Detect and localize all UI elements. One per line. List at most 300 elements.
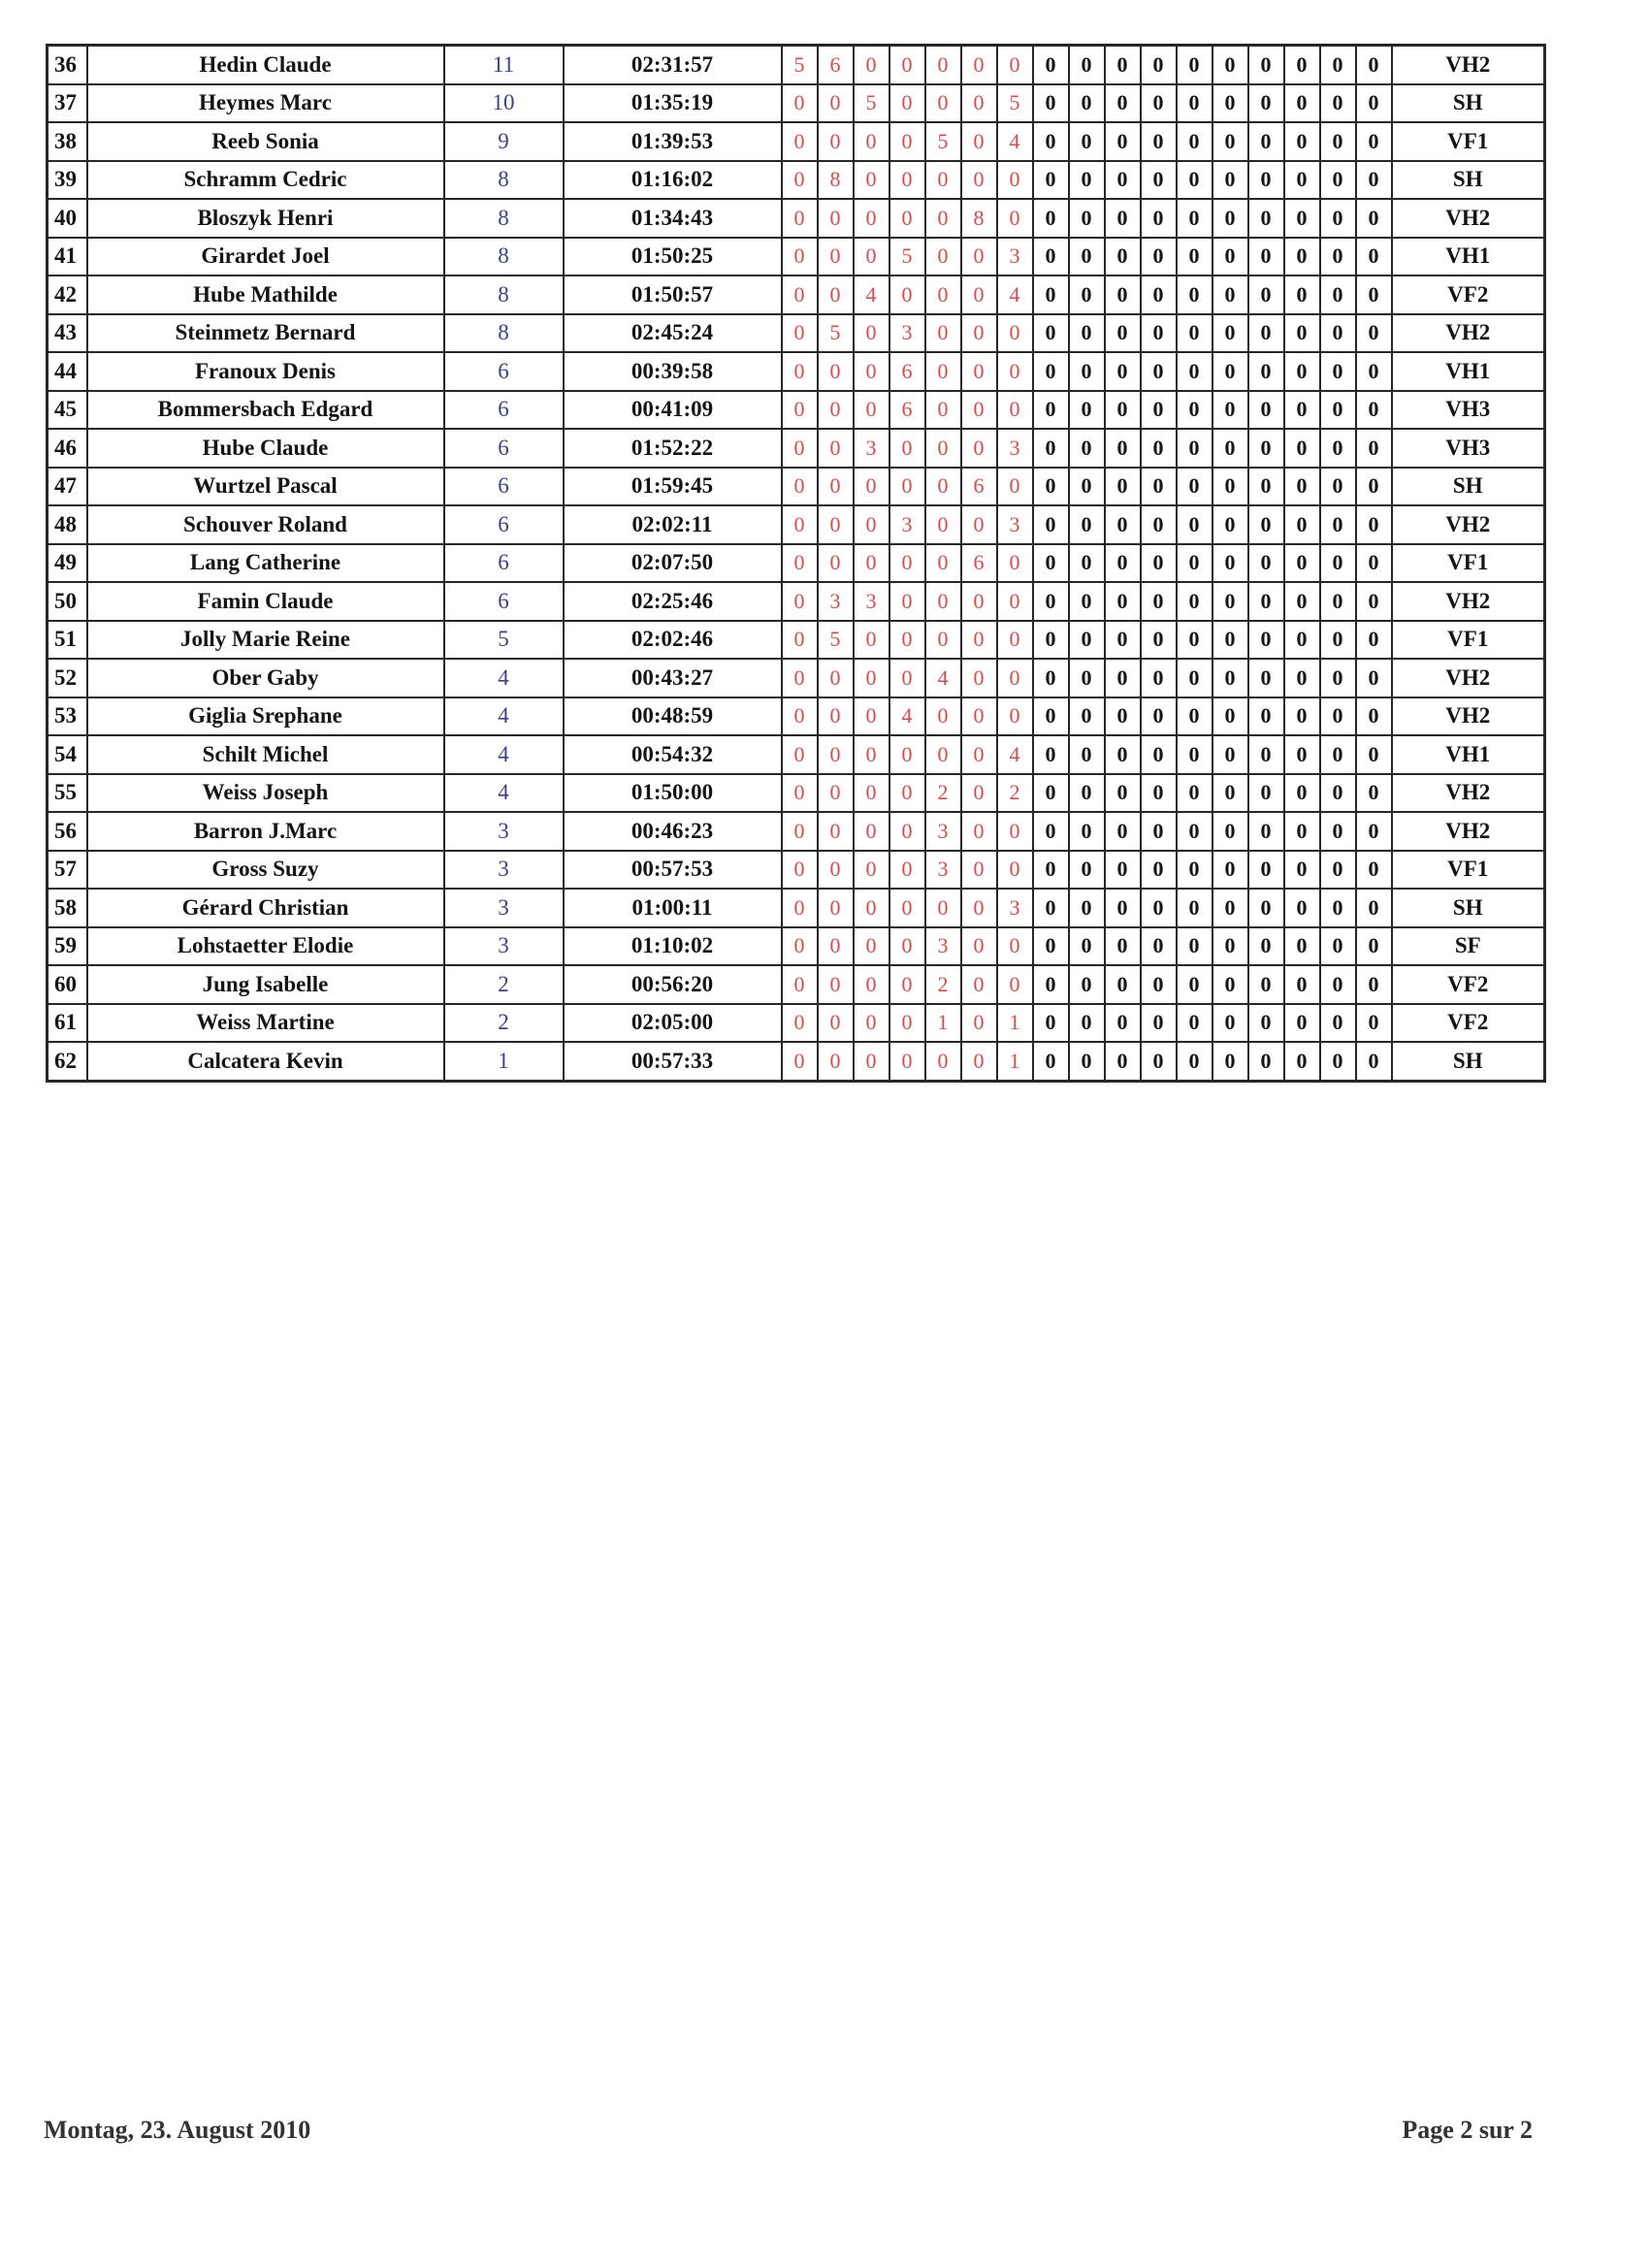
score-cell: 0	[818, 429, 854, 468]
score-cell: 0	[1105, 1042, 1141, 1081]
category-cell: VF2	[1392, 275, 1545, 314]
score-cell: 0	[925, 735, 961, 774]
score-cell: 0	[818, 352, 854, 391]
score-cell: 0	[961, 927, 997, 966]
score-cell: 0	[854, 965, 889, 1004]
score-cell: 0	[961, 161, 997, 200]
score-cell: 0	[889, 1004, 925, 1043]
score-cell: 0	[1105, 46, 1141, 84]
points-cell: 4	[444, 659, 564, 697]
score-cell: 0	[1033, 505, 1069, 544]
score-cell: 0	[1248, 275, 1284, 314]
score-cell: 0	[1356, 46, 1392, 84]
score-cell: 0	[1069, 238, 1105, 276]
table-row	[48, 122, 1545, 161]
score-cell: 0	[925, 275, 961, 314]
score-cell: 0	[889, 735, 925, 774]
score-cell: 0	[854, 238, 889, 276]
score-cell: 0	[925, 352, 961, 391]
score-cell: 0	[1356, 505, 1392, 544]
points-cell: 3	[444, 889, 564, 927]
score-cell: 0	[889, 161, 925, 200]
score-cell: 0	[1356, 697, 1392, 736]
points-cell: 1	[444, 1042, 564, 1081]
score-cell: 0	[1212, 314, 1248, 353]
score-cell: 3	[925, 927, 961, 966]
score-cell: 0	[961, 965, 997, 1004]
score-cell: 0	[782, 122, 818, 161]
score-cell: 3	[997, 429, 1033, 468]
time-cell: 00:56:20	[564, 965, 782, 1004]
score-cell: 0	[1356, 659, 1392, 697]
score-cell: 0	[1033, 275, 1069, 314]
score-cell: 0	[1212, 122, 1248, 161]
rank-cell: 39	[48, 161, 87, 200]
score-cell: 0	[1320, 889, 1356, 927]
score-cell: 0	[1141, 429, 1177, 468]
points-cell: 8	[444, 238, 564, 276]
score-cell: 0	[1069, 84, 1105, 123]
points-cell: 4	[444, 735, 564, 774]
footer-page-number: Page 2 sur 2	[1402, 2116, 1533, 2144]
score-cell: 0	[1248, 544, 1284, 583]
time-cell: 01:16:02	[564, 161, 782, 200]
score-cell: 0	[1177, 352, 1212, 391]
score-cell: 0	[1033, 429, 1069, 468]
score-cell: 0	[1212, 697, 1248, 736]
score-cell: 0	[1320, 238, 1356, 276]
score-cell: 0	[1248, 697, 1284, 736]
score-cell: 0	[782, 621, 818, 660]
category-cell: VF1	[1392, 851, 1545, 890]
score-cell: 0	[1320, 1004, 1356, 1043]
score-cell: 0	[1356, 544, 1392, 583]
score-cell: 0	[1212, 199, 1248, 238]
score-cell: 0	[1248, 352, 1284, 391]
score-cell: 0	[1284, 697, 1320, 736]
score-cell: 0	[818, 1004, 854, 1043]
score-cell: 0	[1212, 505, 1248, 544]
category-cell: VH2	[1392, 46, 1545, 84]
score-cell: 0	[1284, 238, 1320, 276]
score-cell: 0	[818, 199, 854, 238]
score-cell: 0	[818, 927, 854, 966]
score-cell: 0	[1320, 927, 1356, 966]
score-cell: 0	[1033, 238, 1069, 276]
score-cell: 0	[1248, 812, 1284, 851]
score-cell: 0	[1033, 122, 1069, 161]
score-cell: 0	[925, 697, 961, 736]
score-cell: 0	[1105, 735, 1141, 774]
score-cell: 0	[1141, 275, 1177, 314]
score-cell: 0	[1069, 889, 1105, 927]
results-body	[48, 46, 1545, 1082]
score-cell: 0	[1356, 774, 1392, 813]
score-cell: 0	[1248, 774, 1284, 813]
score-cell: 0	[1177, 46, 1212, 84]
score-cell: 0	[1141, 621, 1177, 660]
points-cell: 6	[444, 391, 564, 430]
points-cell: 3	[444, 851, 564, 890]
table-row	[48, 621, 1545, 660]
score-cell: 0	[1284, 1042, 1320, 1081]
score-cell: 0	[997, 46, 1033, 84]
score-cell: 0	[1069, 735, 1105, 774]
category-cell: VH1	[1392, 352, 1545, 391]
score-cell: 6	[889, 391, 925, 430]
score-cell: 0	[1212, 46, 1248, 84]
score-cell: 0	[1177, 889, 1212, 927]
score-cell: 0	[1177, 1004, 1212, 1043]
time-cell: 02:07:50	[564, 544, 782, 583]
score-cell: 6	[889, 352, 925, 391]
score-cell: 0	[997, 352, 1033, 391]
score-cell: 0	[925, 505, 961, 544]
time-cell: 01:35:19	[564, 84, 782, 123]
score-cell: 0	[961, 621, 997, 660]
score-cell: 0	[889, 927, 925, 966]
score-cell: 0	[889, 621, 925, 660]
score-cell: 0	[782, 352, 818, 391]
score-cell: 0	[854, 851, 889, 890]
score-cell: 0	[782, 84, 818, 123]
score-cell: 0	[889, 889, 925, 927]
name-cell: Bloszyk Henri	[87, 199, 444, 238]
time-cell: 00:41:09	[564, 391, 782, 430]
score-cell: 6	[961, 544, 997, 583]
table-row	[48, 161, 1545, 200]
score-cell: 0	[997, 582, 1033, 621]
name-cell: Lang Catherine	[87, 544, 444, 583]
score-cell: 0	[889, 582, 925, 621]
score-cell: 0	[1177, 812, 1212, 851]
score-cell: 0	[889, 965, 925, 1004]
category-cell: VH3	[1392, 429, 1545, 468]
score-cell: 0	[1105, 391, 1141, 430]
table-row	[48, 505, 1545, 544]
score-cell: 0	[854, 621, 889, 660]
rank-cell: 50	[48, 582, 87, 621]
score-cell: 0	[818, 544, 854, 583]
name-cell: Gross Suzy	[87, 851, 444, 890]
time-cell: 02:02:11	[564, 505, 782, 544]
score-cell: 0	[997, 851, 1033, 890]
points-cell: 4	[444, 774, 564, 813]
score-cell: 0	[1284, 468, 1320, 506]
score-cell: 0	[1033, 1042, 1069, 1081]
score-cell: 0	[925, 391, 961, 430]
score-cell: 0	[782, 927, 818, 966]
score-cell: 4	[997, 275, 1033, 314]
score-cell: 0	[818, 391, 854, 430]
score-cell: 0	[1284, 927, 1320, 966]
score-cell: 0	[1320, 84, 1356, 123]
score-cell: 6	[961, 468, 997, 506]
score-cell: 0	[782, 275, 818, 314]
name-cell: Franoux Denis	[87, 352, 444, 391]
score-cell: 0	[1069, 275, 1105, 314]
score-cell: 0	[1212, 851, 1248, 890]
points-cell: 9	[444, 122, 564, 161]
time-cell: 02:05:00	[564, 1004, 782, 1043]
score-cell: 0	[961, 429, 997, 468]
name-cell: Famin Claude	[87, 582, 444, 621]
score-cell: 0	[782, 544, 818, 583]
score-cell: 0	[1248, 659, 1284, 697]
score-cell: 0	[1356, 965, 1392, 1004]
score-cell: 0	[1033, 199, 1069, 238]
table-row	[48, 199, 1545, 238]
score-cell: 0	[1033, 735, 1069, 774]
score-cell: 0	[1284, 965, 1320, 1004]
score-cell: 0	[1141, 391, 1177, 430]
score-cell: 0	[961, 46, 997, 84]
name-cell: Girardet Joel	[87, 238, 444, 276]
score-cell: 0	[1356, 1042, 1392, 1081]
score-cell: 0	[889, 46, 925, 84]
score-cell: 4	[854, 275, 889, 314]
table-row	[48, 889, 1545, 927]
score-cell: 1	[925, 1004, 961, 1043]
score-cell: 0	[818, 851, 854, 890]
score-cell: 0	[1069, 429, 1105, 468]
score-cell: 0	[1105, 965, 1141, 1004]
score-cell: 0	[1105, 697, 1141, 736]
score-cell: 0	[1356, 84, 1392, 123]
score-cell: 0	[1356, 122, 1392, 161]
score-cell: 0	[854, 1004, 889, 1043]
score-cell: 0	[1033, 812, 1069, 851]
name-cell: Gérard Christian	[87, 889, 444, 927]
score-cell: 0	[854, 391, 889, 430]
score-cell: 0	[1320, 429, 1356, 468]
score-cell: 0	[925, 1042, 961, 1081]
score-cell: 0	[1356, 352, 1392, 391]
score-cell: 0	[1069, 199, 1105, 238]
score-cell: 0	[1033, 889, 1069, 927]
name-cell: Calcatera Kevin	[87, 1042, 444, 1081]
score-cell: 0	[782, 697, 818, 736]
score-cell: 0	[1177, 199, 1212, 238]
category-cell: SF	[1392, 927, 1545, 966]
name-cell: Jolly Marie Reine	[87, 621, 444, 660]
score-cell: 0	[1177, 927, 1212, 966]
score-cell: 0	[1356, 1004, 1392, 1043]
time-cell: 00:43:27	[564, 659, 782, 697]
score-cell: 0	[854, 889, 889, 927]
score-cell: 0	[1141, 122, 1177, 161]
score-cell: 0	[1356, 429, 1392, 468]
category-cell: SH	[1392, 161, 1545, 200]
score-cell: 0	[782, 505, 818, 544]
score-cell: 0	[1320, 199, 1356, 238]
score-cell: 0	[818, 84, 854, 123]
score-cell: 0	[1105, 774, 1141, 813]
score-cell: 0	[1212, 429, 1248, 468]
score-cell: 0	[889, 84, 925, 123]
score-cell: 0	[782, 161, 818, 200]
points-cell: 8	[444, 161, 564, 200]
score-cell: 0	[1212, 1004, 1248, 1043]
score-cell: 0	[1212, 544, 1248, 583]
score-cell: 0	[854, 812, 889, 851]
score-cell: 5	[889, 238, 925, 276]
rank-cell: 46	[48, 429, 87, 468]
table-row	[48, 851, 1545, 890]
score-cell: 0	[997, 314, 1033, 353]
score-cell: 0	[1069, 697, 1105, 736]
name-cell: Jung Isabelle	[87, 965, 444, 1004]
score-cell: 0	[1356, 812, 1392, 851]
time-cell: 00:46:23	[564, 812, 782, 851]
score-cell: 0	[1212, 161, 1248, 200]
score-cell: 0	[1177, 391, 1212, 430]
score-cell: 0	[1033, 46, 1069, 84]
score-cell: 0	[1141, 851, 1177, 890]
score-cell: 0	[1284, 851, 1320, 890]
points-cell: 10	[444, 84, 564, 123]
score-cell: 0	[1069, 391, 1105, 430]
score-cell: 0	[854, 505, 889, 544]
score-cell: 5	[782, 46, 818, 84]
score-cell: 0	[1105, 352, 1141, 391]
score-cell: 0	[1141, 1042, 1177, 1081]
score-cell: 6	[818, 46, 854, 84]
score-cell: 0	[1069, 1042, 1105, 1081]
name-cell: Reeb Sonia	[87, 122, 444, 161]
score-cell: 0	[925, 544, 961, 583]
score-cell: 0	[1284, 1004, 1320, 1043]
score-cell: 0	[854, 468, 889, 506]
score-cell: 0	[1033, 582, 1069, 621]
table-row	[48, 774, 1545, 813]
time-cell: 01:50:25	[564, 238, 782, 276]
category-cell: VF1	[1392, 122, 1545, 161]
category-cell: SH	[1392, 889, 1545, 927]
rank-cell: 36	[48, 46, 87, 84]
category-cell: VH2	[1392, 812, 1545, 851]
score-cell: 0	[925, 582, 961, 621]
score-cell: 5	[818, 621, 854, 660]
score-cell: 3	[925, 812, 961, 851]
score-cell: 0	[1105, 199, 1141, 238]
score-cell: 0	[1069, 161, 1105, 200]
category-cell: VF2	[1392, 965, 1545, 1004]
score-cell: 0	[1033, 391, 1069, 430]
score-cell: 0	[1033, 851, 1069, 890]
score-cell: 1	[997, 1042, 1033, 1081]
score-cell: 0	[1212, 582, 1248, 621]
table-row	[48, 965, 1545, 1004]
score-cell: 0	[1212, 468, 1248, 506]
score-cell: 0	[782, 659, 818, 697]
score-cell: 0	[1320, 697, 1356, 736]
table-row	[48, 46, 1545, 84]
table-row	[48, 697, 1545, 736]
score-cell: 0	[854, 122, 889, 161]
score-cell: 0	[961, 275, 997, 314]
score-cell: 0	[889, 544, 925, 583]
score-cell: 3	[889, 505, 925, 544]
score-cell: 0	[1177, 582, 1212, 621]
rank-cell: 48	[48, 505, 87, 544]
score-cell: 0	[1284, 659, 1320, 697]
name-cell: Barron J.Marc	[87, 812, 444, 851]
table-row	[48, 812, 1545, 851]
score-cell: 0	[1284, 275, 1320, 314]
score-cell: 0	[961, 812, 997, 851]
rank-cell: 62	[48, 1042, 87, 1081]
score-cell: 0	[854, 927, 889, 966]
score-cell: 0	[997, 812, 1033, 851]
score-cell: 0	[1248, 621, 1284, 660]
score-cell: 0	[1356, 314, 1392, 353]
score-cell: 0	[782, 735, 818, 774]
score-cell: 0	[1212, 352, 1248, 391]
score-cell: 0	[1248, 238, 1284, 276]
category-cell: VH2	[1392, 582, 1545, 621]
score-cell: 0	[889, 659, 925, 697]
rank-cell: 44	[48, 352, 87, 391]
score-cell: 0	[925, 314, 961, 353]
score-cell: 0	[961, 238, 997, 276]
score-cell: 0	[1177, 505, 1212, 544]
score-cell: 0	[961, 889, 997, 927]
score-cell: 0	[1248, 84, 1284, 123]
score-cell: 0	[818, 774, 854, 813]
score-cell: 4	[997, 735, 1033, 774]
points-cell: 6	[444, 505, 564, 544]
rank-cell: 45	[48, 391, 87, 430]
table-row	[48, 1042, 1545, 1081]
score-cell: 8	[961, 199, 997, 238]
category-cell: VH2	[1392, 314, 1545, 353]
time-cell: 00:57:53	[564, 851, 782, 890]
category-cell: SH	[1392, 468, 1545, 506]
score-cell: 0	[1320, 774, 1356, 813]
time-cell: 02:45:24	[564, 314, 782, 353]
score-cell: 0	[1105, 275, 1141, 314]
score-cell: 0	[1141, 238, 1177, 276]
score-cell: 0	[818, 1042, 854, 1081]
points-cell: 5	[444, 621, 564, 660]
score-cell: 0	[1212, 275, 1248, 314]
score-cell: 0	[1320, 812, 1356, 851]
score-cell: 0	[818, 812, 854, 851]
score-cell: 4	[925, 659, 961, 697]
score-cell: 0	[1177, 122, 1212, 161]
score-cell: 0	[1069, 352, 1105, 391]
score-cell: 0	[1105, 468, 1141, 506]
score-cell: 0	[1248, 122, 1284, 161]
score-cell: 0	[1069, 1004, 1105, 1043]
score-cell: 0	[1284, 352, 1320, 391]
score-cell: 0	[925, 161, 961, 200]
table-row	[48, 314, 1545, 353]
score-cell: 0	[1284, 46, 1320, 84]
score-cell: 0	[782, 238, 818, 276]
score-cell: 0	[889, 812, 925, 851]
score-cell: 0	[997, 161, 1033, 200]
score-cell: 0	[854, 774, 889, 813]
score-cell: 0	[1212, 1042, 1248, 1081]
score-cell: 0	[997, 965, 1033, 1004]
score-cell: 0	[1141, 505, 1177, 544]
score-cell: 0	[1320, 582, 1356, 621]
score-cell: 0	[782, 468, 818, 506]
category-cell: VF1	[1392, 621, 1545, 660]
score-cell: 0	[1141, 468, 1177, 506]
